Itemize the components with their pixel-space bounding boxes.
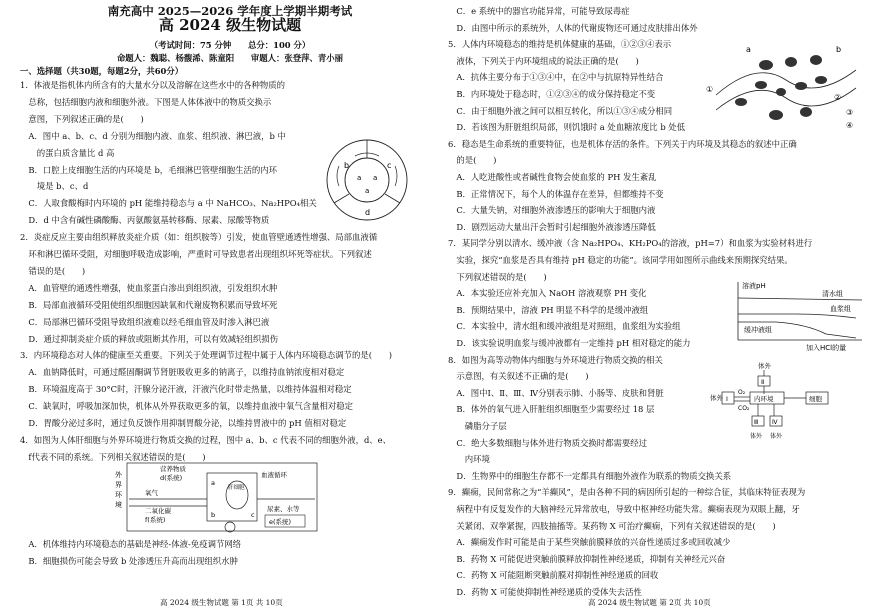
fig4-label-c: c xyxy=(251,511,255,519)
section-heading: 一、选择题（共30题，每题2分，共60分） xyxy=(20,66,184,76)
fig8-outside-top: 体外 xyxy=(758,362,771,370)
fig7-xlabel: 加入HCl的量 xyxy=(806,344,847,352)
question-line: 的是( ) xyxy=(448,155,497,166)
question-line: D．药物 X 可能使抑制性神经递质的受体失去活性 xyxy=(448,587,642,597)
fig4-circulation: 血液循环 xyxy=(261,471,287,479)
fig7-plasma: 血浆组 xyxy=(830,305,851,313)
question-line: A．抗体主要分布于①③④中，在②中与抗原特异性结合 xyxy=(448,72,664,83)
footer-left: 高 2024 级生物试题 第 1页 共 10页 xyxy=(160,598,283,607)
question-line: 3．内环境稳态对人体的健康至关重要。下列关于处理调节过程中属于人体内环境稳态调节的是( ) xyxy=(20,350,392,361)
question-line: C．缺氧时，呼吸加深加快，机体从外界获取更多的氧，以维持血液中氧气含量相对稳定 xyxy=(20,401,354,412)
question-line: B．正常情况下，每个人的体温存在差异，但都维持不变 xyxy=(448,188,664,199)
fig8-roman-2: Ⅱ xyxy=(761,378,765,386)
question-line: 7．某同学分别以清水、缓冲液（含 Na₂HPO₄、KH₂PO₄的溶液，pH=7）和血浆为实验材料进行 xyxy=(448,238,813,249)
fig8-cell: 细胞 xyxy=(809,395,822,403)
question-line: D．胃酸分泌过多时，通过负反馈作用抑制胃酸分泌，以维持胃液中的 pH 值相对稳定 xyxy=(20,418,347,428)
fig5-label-a: a xyxy=(746,45,751,54)
fig4-f-system: f(系统) xyxy=(145,516,166,524)
question-line: 9．癫痫，民间常称之为“羊癫风”，是由各种不同的病因所引起的一种综合征，其临床特征表现为 xyxy=(448,487,806,498)
question-line: A．本实验还应补充加入 NaOH 溶液观察 PH 变化 xyxy=(448,288,647,299)
fig7-water: 清水组 xyxy=(822,290,843,298)
tissue-figure xyxy=(706,40,866,128)
question-line: B．内环境处于稳态时，①②③④的成分保持稳定不变 xyxy=(448,89,656,99)
question-line: 液体，下列关于内环境组成的说法正确的是( ) xyxy=(448,55,639,66)
liver-exchange-figure xyxy=(115,459,325,537)
right-column xyxy=(448,0,868,614)
question-line: A．图中 a、b、c、d 分别为细胞内液、血浆、组织液、淋巴液，b 中 xyxy=(20,130,286,141)
fig1-label-d: d xyxy=(365,208,371,217)
question-line: 实验，探究“血浆是否具有维持 pH 稳定的功能”。该同学用如图所示曲线来预期探究结果。 xyxy=(448,255,793,265)
footer-right: 高 2024 级生物试题 第 2页 共 10页 xyxy=(588,598,711,607)
question-line: 1．体液是指机体内所含有的大量水分以及溶解在这些水中的各种物质的 xyxy=(20,80,285,90)
question-line: B．预期结果中，溶液 PH 明显不科学的是缓冲液组 xyxy=(448,304,649,315)
fig4-e-system: e(系统) xyxy=(269,518,292,526)
fig8-o2: O₂ xyxy=(738,389,746,396)
fig4-external-4: 境 xyxy=(115,501,122,509)
fig8-roman-4: Ⅳ xyxy=(772,419,778,426)
question-line: 示意图，有关叙述不正确的是( ) xyxy=(448,371,589,382)
question-line: 病程中有反复发作的大脑神经元异常放电，导致中枢神经功能失常。癫痫表现为双眼上翻，牙 xyxy=(448,504,800,514)
question-line: 意图，下列叙述正确的是( ) xyxy=(20,113,144,124)
question-line: 下列叙述错误的是( ) xyxy=(448,271,547,282)
question-line: 8．如图为高等动物体内细胞与外环境进行物质交换的相关 xyxy=(448,354,663,365)
exam-title: 高 2024 级生物试题 xyxy=(158,16,302,34)
question-line: 5．人体内环境稳态的维持是机体健康的基础，①②③④表示 xyxy=(448,39,672,50)
fig1-label-b: b xyxy=(344,161,350,170)
question-line: D．剧烈运动大量出汗会暂时引起细胞外液渗透压降低 xyxy=(448,221,656,232)
question-line: B．药物 X 可能促进突触前膜释放抑制性神经递质，抑制有关神经元兴奋 xyxy=(448,553,726,564)
question-line: B．环境温度高于 30°C时，汗腺分泌汗液，汗液汽化时带走热量，以维持体温相对稳定 xyxy=(20,384,352,395)
question-line: 磷脂分子层 xyxy=(448,421,507,431)
question-line: D．该实验说明血浆与缓冲液都有一定维持 pH 相对稳定的能力 xyxy=(448,338,691,348)
fig5-label-3: ③ xyxy=(846,108,854,117)
fig8-roman-3: Ⅲ xyxy=(754,419,759,426)
question-line: B．局部血液循环受阻使组织细胞因缺氧和代谢废物积累而导致坏死 xyxy=(20,299,278,310)
fig7-ylabel: 溶液pH xyxy=(742,282,766,290)
fig8-co2: CO₂ xyxy=(738,405,750,412)
fig4-label-a: a xyxy=(211,479,215,487)
school-header: 南充高中 2025—2026 学年度上学期半期考试 xyxy=(107,4,353,18)
fig7-buffer: 缓冲液组 xyxy=(744,326,772,334)
fluid-exchange-figure xyxy=(325,138,410,223)
fig1-label-c: c xyxy=(387,161,392,170)
fig5-label-4: ④ xyxy=(846,121,854,128)
fig4-external-1: 外 xyxy=(115,471,122,479)
question-line: B．细胞损伤可能会导致 b 处渗透压升高而出现组织水肿 xyxy=(20,556,238,566)
exam-info: （考试时间：75 分钟 总分：100 分） xyxy=(149,40,311,50)
question-line: 的蛋白质含量比 d 高 xyxy=(20,147,115,158)
question-line: 2．炎症反应主要由组织释放炎症介质（如：组织胺等）引发，使血管壁通透性增强、局部血液循 xyxy=(20,232,378,243)
question-line: 境是 b、c、d xyxy=(20,181,89,192)
fig8-roman-1: Ⅰ xyxy=(726,395,728,403)
fig1-label-a1: a xyxy=(357,174,362,182)
question-line: D．通过抑制炎症介质的释放或阻断其作用，可以有效减轻组织损伤 xyxy=(20,333,278,344)
fig4-nutrients: 营养物质 xyxy=(160,465,186,473)
question-line: A．血钠降低时，可通过醛固酮调节肾脏吸收更多的钠离子，以维持血钠浓度相对稳定 xyxy=(20,367,345,378)
question-line: B．口腔上皮细胞生活的内环境是 b，毛细淋巴管壁细胞生活的内环 xyxy=(20,164,278,175)
question-line: 4．如图为人体肝细胞与外界环境进行物质交换的过程，图中 a、b、c 代表不同的细胞外液，d、e、 xyxy=(20,434,392,445)
fig8-outside-b2: 体外 xyxy=(770,433,783,440)
question-line: 总称，包括细胞内液和细胞外液。下图是人体体液中的物质交换示 xyxy=(20,96,272,107)
question-line: C．本实验中，清水组和缓冲液组是对照组，血浆组为实验组 xyxy=(448,321,681,332)
fig8-outside-left: 体外 xyxy=(710,394,723,402)
fig5-label-b: b xyxy=(836,45,842,54)
fig4-urea: 尿素、水等 xyxy=(267,505,300,513)
fig5-label-2: ② xyxy=(834,93,842,102)
question-line: B．体外的氧气进入肝脏组织细胞至少需要经过 18 层 xyxy=(448,404,655,415)
question-line: D．生物界中的细胞生存都不一定都具有细胞外液作为联系的物质交换关系 xyxy=(448,470,732,481)
question-line: C．药物 X 可能阻断突触前膜对抑制性神经递质的回收 xyxy=(448,570,659,581)
question-line: 内环境 xyxy=(448,454,490,465)
fig5-label-1: ① xyxy=(706,85,714,94)
question-line: A．机体维持内环境稳态的基础是神经-体液-免疫调节网络 xyxy=(20,539,242,549)
question-line: 关紧闭、双拳紧握，四肢抽搐等。某药物 X 可治疗癫痫，下列有关叙述错误的是( ) xyxy=(448,520,776,531)
fig4-external-2: 界 xyxy=(115,481,122,489)
question-line: A．癫痫发作时可能是由于某些突触前膜释放的兴奋性递质过多或回收减少 xyxy=(448,537,731,548)
fig1-label-a3: a xyxy=(365,187,370,195)
exam-authors: 命题人：魏聪、杨馥浠、陈童阳 审题人：张登萍、青小丽 xyxy=(116,53,344,63)
fig8-inner-env: 内环境 xyxy=(754,395,774,403)
question-line: D．d 中含有碱性磷酸酶、丙氨酸氨基转移酶、尿素、尿酸等物质 xyxy=(20,215,270,226)
question-line: D．若该图为肝脏组织局部，则饥饿时 a 处血糖浓度比 b 处低 xyxy=(448,122,686,133)
ph-curve-chart xyxy=(726,278,866,354)
question-line: 错误的是( ) xyxy=(20,265,86,276)
fig1-label-a2: a xyxy=(373,174,378,182)
fig4-oxygen: 氧气 xyxy=(145,489,158,497)
fig4-d-system: d(系统) xyxy=(160,474,183,482)
question-line: A．图中Ⅰ、Ⅱ、Ⅲ、Ⅳ分别表示肺、小肠等、皮肤和肾脏 xyxy=(448,387,664,398)
question-line: A．人吃进酸性或者碱性食物会使血浆的 PH 发生紊乱 xyxy=(448,172,657,182)
question-line: f代表不同的系统。下列相关叙述错误的是( ) xyxy=(20,451,206,462)
fig8-outside-b1: 体外 xyxy=(750,433,763,440)
fig4-label-b: b xyxy=(211,511,216,519)
left-column xyxy=(20,0,440,614)
exchange-diagram xyxy=(710,360,860,446)
question-line: C．e 系统中的器官功能异常，可能导致尿毒症 xyxy=(448,6,630,16)
fig4-external-3: 环 xyxy=(115,491,122,499)
question-line: 环和淋巴循环受阻，对细胞呼吸造成影响，严重时可导致患者出现组织坏死等症状。下列叙述 xyxy=(20,249,372,259)
question-line: 6．稳态是生命系统的重要特征，也是机体存活的条件。下列关于内环境及其稳态的叙述中正确 xyxy=(448,138,797,149)
question-line: C．由于细胞外液之间可以相互转化，所以①③④成分相同 xyxy=(448,105,673,116)
question-line: C．局部淋巴循环受阻导致组织液难以经毛细血管及时渗入淋巴液 xyxy=(20,316,270,327)
question-line: C．大量失钠，对细胞外液渗透压的影响大于细胞内液 xyxy=(448,205,656,216)
question-line: A．血管壁的通透性增强，使血浆蛋白渗出到组织液，引发组织水肿 xyxy=(20,282,278,293)
question-line: C．人取食酸梅时内环境的 pH 能维持稳态与 a 中 NaHCO₃、Na₂HPO₄相关 xyxy=(20,198,317,209)
question-line: D．由图中所示的系统外，人体的代谢废物还可通过皮肤排出体外 xyxy=(448,22,698,33)
question-line: C．绝大多数细胞与体外进行物质交换时都需要经过 xyxy=(448,437,648,448)
fig4-liver-cell: 肝细胞 xyxy=(228,485,245,491)
fig4-co2: 二氧化碳 xyxy=(145,507,171,515)
